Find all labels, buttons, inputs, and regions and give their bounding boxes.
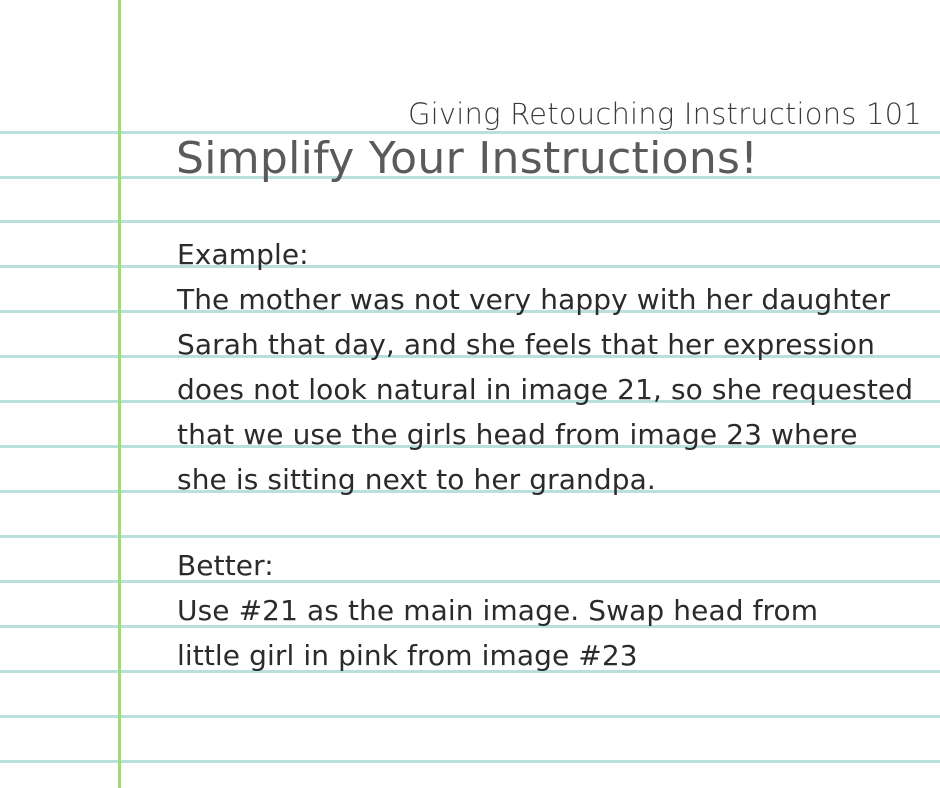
rule-line (0, 220, 940, 223)
better-line: little girl in pink from image #23 (177, 639, 638, 672)
margin-line (118, 0, 121, 788)
better-label: Better: (177, 549, 274, 582)
example-line: Sarah that day, and she feels that her expression (177, 328, 876, 361)
example-line: she is sitting next to her grandpa. (177, 463, 656, 496)
example-line: does not look natural in image 21, so she requested (177, 373, 914, 406)
better-line: Use #21 as the main image. Swap head from (177, 594, 819, 627)
rule-line (0, 580, 940, 583)
rule-line (0, 715, 940, 718)
rule-line (0, 760, 940, 763)
rule-line (0, 535, 940, 538)
header-subtitle: Giving Retouching Instructions 101 (407, 97, 922, 131)
example-line: that we use the girls head from image 23 where (177, 418, 858, 451)
example-label: Example: (177, 238, 309, 271)
rule-line (0, 265, 940, 268)
page-title: Simplify Your Instructions! (176, 133, 759, 184)
example-line: The mother was not very happy with her daughter (177, 283, 891, 316)
